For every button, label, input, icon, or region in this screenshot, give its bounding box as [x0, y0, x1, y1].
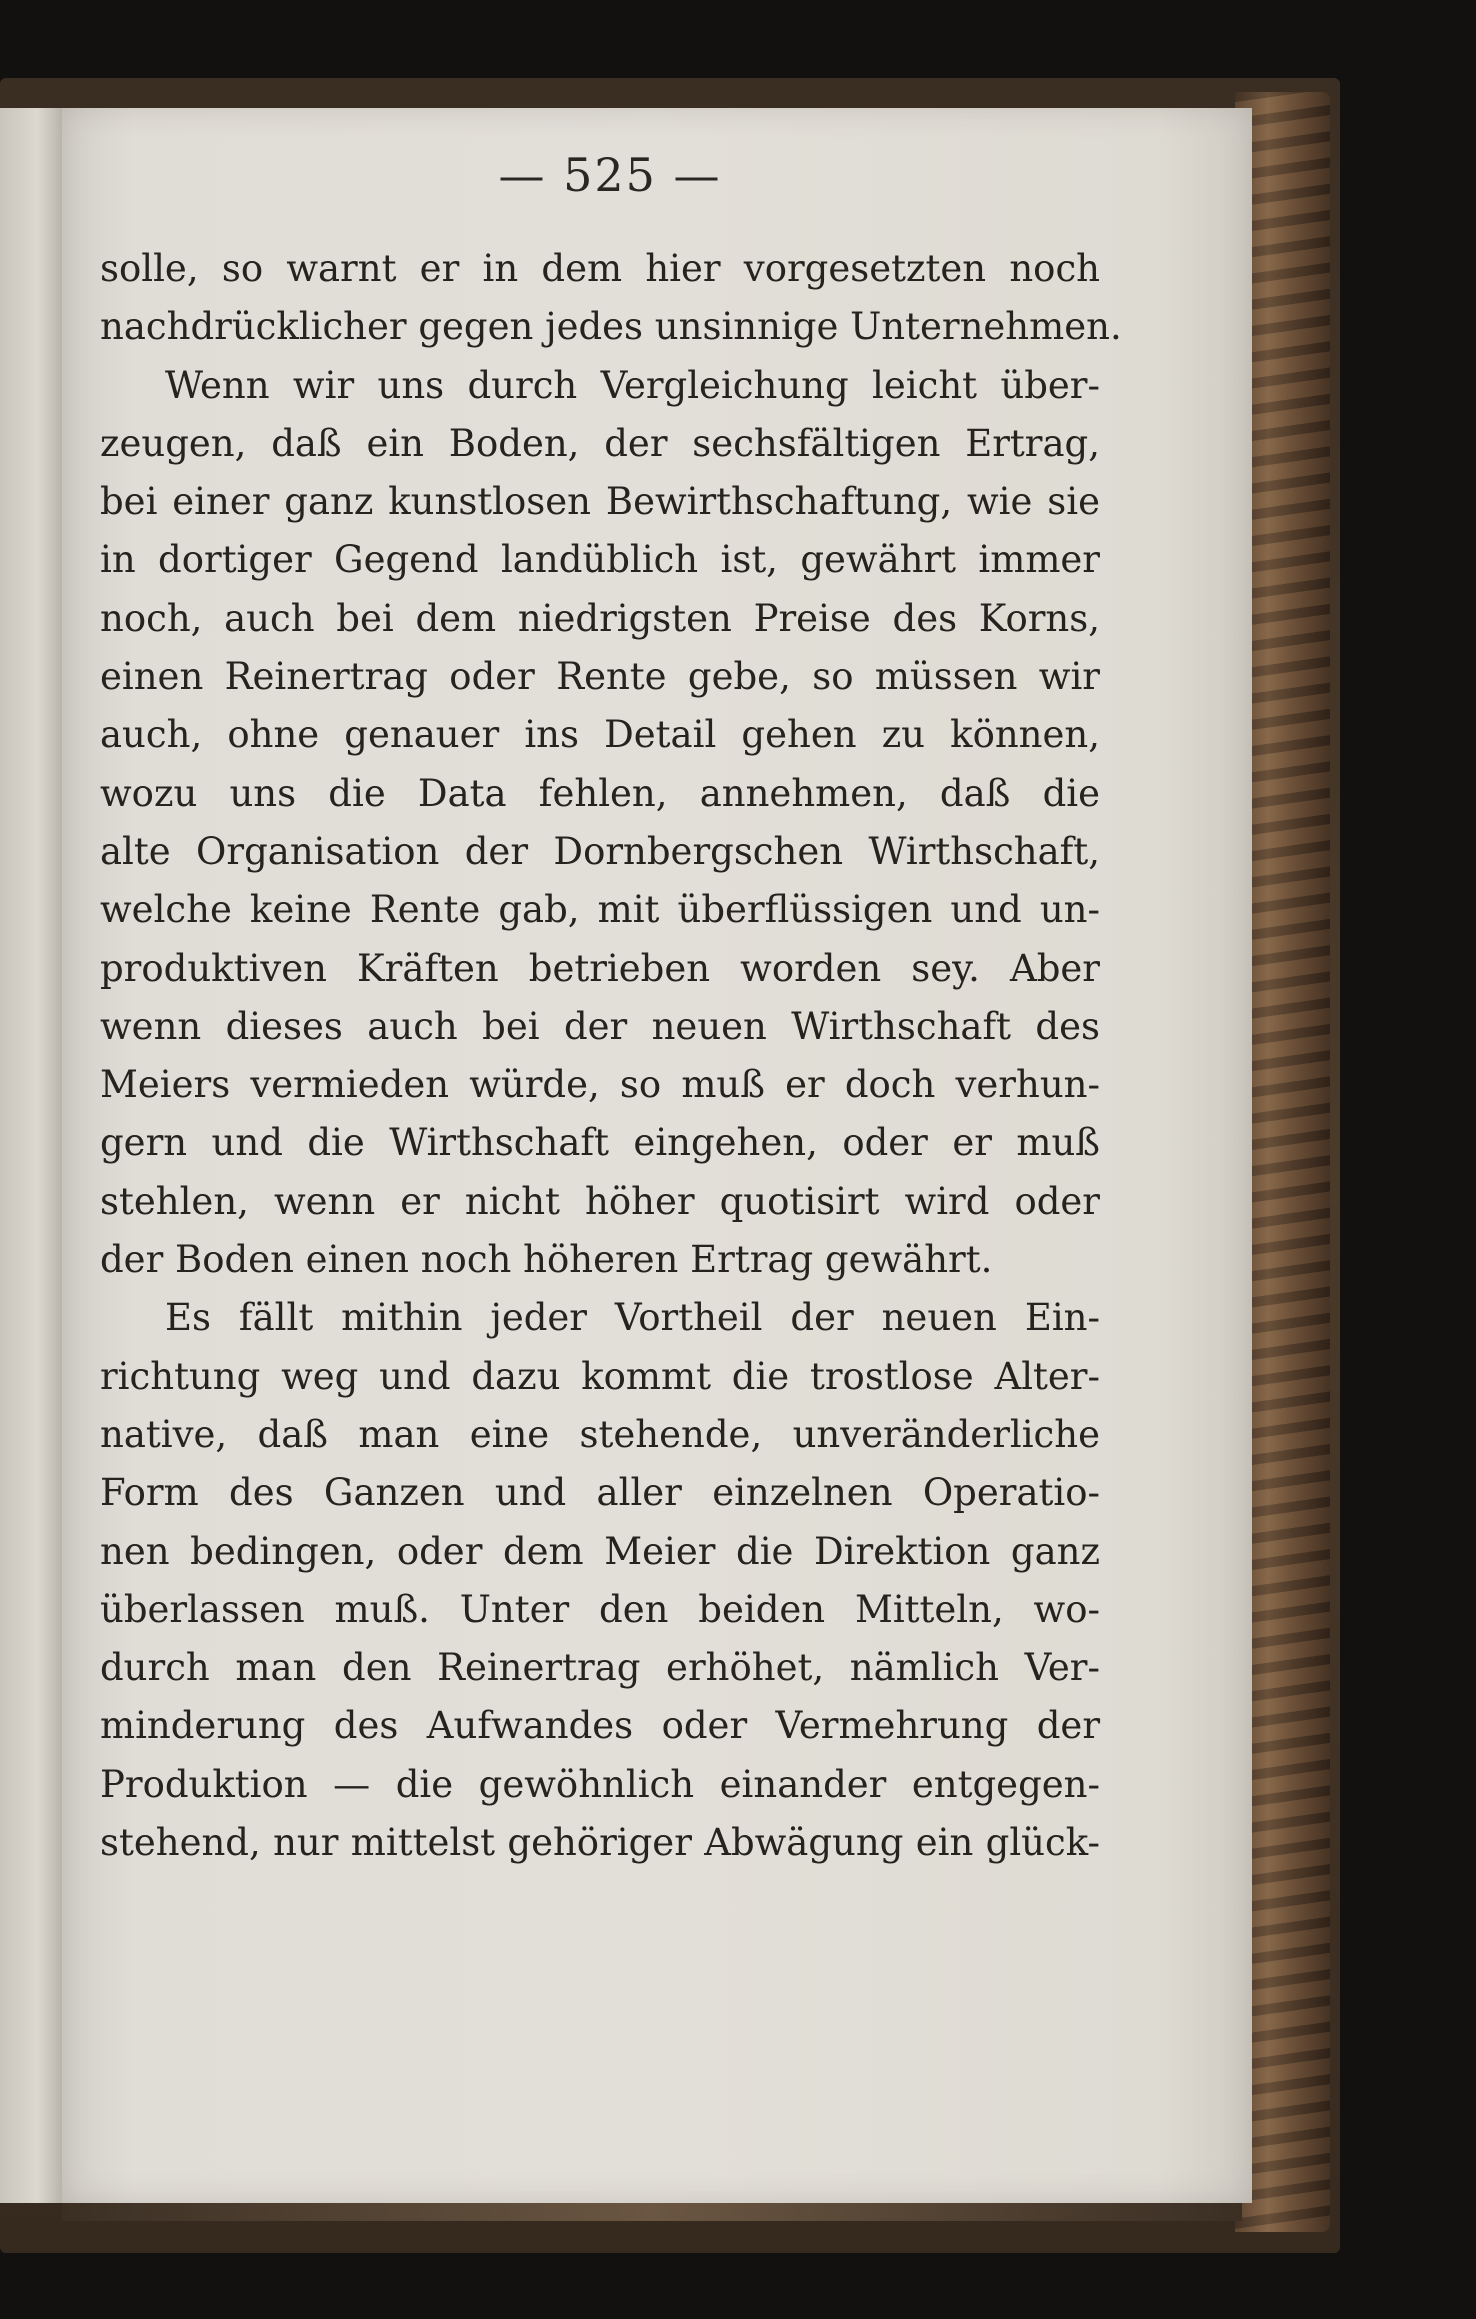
- text-line: stehlen, wenn er nicht höher quotisirt wird oder: [100, 1179, 1100, 1223]
- text-line: nen bedingen, oder dem Meier die Direktion ganz: [100, 1529, 1100, 1573]
- page-bottom-edge: [62, 2203, 1242, 2221]
- text-line: wenn dieses auch bei der neuen Wirthschaft des: [100, 1004, 1100, 1048]
- text-line: zeugen, daß ein Boden, der sechsfältigen Ertrag,: [100, 421, 1100, 465]
- body-text: [100, 240, 1122, 1872]
- text-line: native, daß man eine stehende, unveränderliche: [100, 1412, 1100, 1456]
- page-number: — 525 —: [498, 148, 722, 202]
- text-line: minderung des Aufwandes oder Vermehrung der: [100, 1704, 1100, 1748]
- text-line: Produktion — die gewöhnlich einander entgegen-: [100, 1762, 1100, 1806]
- text-line: alte Organisation der Dornbergschen Wirthschaft,: [100, 829, 1100, 873]
- previous-page-edge: [0, 108, 62, 2203]
- text-line: bei einer ganz kunstlosen Bewirthschaftung, wie sie: [100, 480, 1100, 524]
- text-line: überlassen muß. Unter den beiden Mitteln, wo-: [100, 1587, 1100, 1631]
- text-line: produktiven Kräften betrieben worden sey. Aber: [100, 946, 1100, 990]
- text-line: Wenn wir uns durch Vergleichung leicht über-: [165, 363, 1100, 407]
- text-line: der Boden einen noch höheren Ertrag gewährt.: [100, 1238, 993, 1282]
- text-line: in dortiger Gegend landüblich ist, gewährt immer: [100, 538, 1100, 582]
- text-line: noch, auch bei dem niedrigsten Preise des Korns,: [100, 596, 1100, 640]
- text-line: durch man den Reinertrag erhöhet, nämlich Ver-: [100, 1646, 1100, 1690]
- text-line: Es fällt mithin jeder Vortheil der neuen Ein-: [165, 1296, 1100, 1340]
- text-line: einen Reinertrag oder Rente gebe, so müssen wir: [100, 655, 1100, 699]
- text-line: solle, so warnt er in dem hier vorgesetzten noch: [100, 247, 1100, 290]
- text-line: richtung weg und dazu kommt die trostlose Alter-: [100, 1354, 1100, 1398]
- text-line: Form des Ganzen und aller einzelnen Operatio-: [100, 1471, 1100, 1515]
- text-line: gern und die Wirthschaft eingehen, oder er muß: [100, 1121, 1100, 1165]
- text-line: nachdrücklicher gegen jedes unsinnige Unternehmen.: [100, 305, 1122, 349]
- text-line: welche keine Rente gab, mit überflüssigen und un-: [100, 888, 1100, 932]
- text-line: wozu uns die Data fehlen, annehmen, daß die: [100, 771, 1100, 815]
- text-line: stehend, nur mittelst gehöriger Abwägung ein glück-: [100, 1821, 1100, 1865]
- text-line: Meiers vermieden würde, so muß er doch verhun-: [100, 1063, 1100, 1107]
- text-line: auch, ohne genauer ins Detail gehen zu können,: [100, 713, 1100, 757]
